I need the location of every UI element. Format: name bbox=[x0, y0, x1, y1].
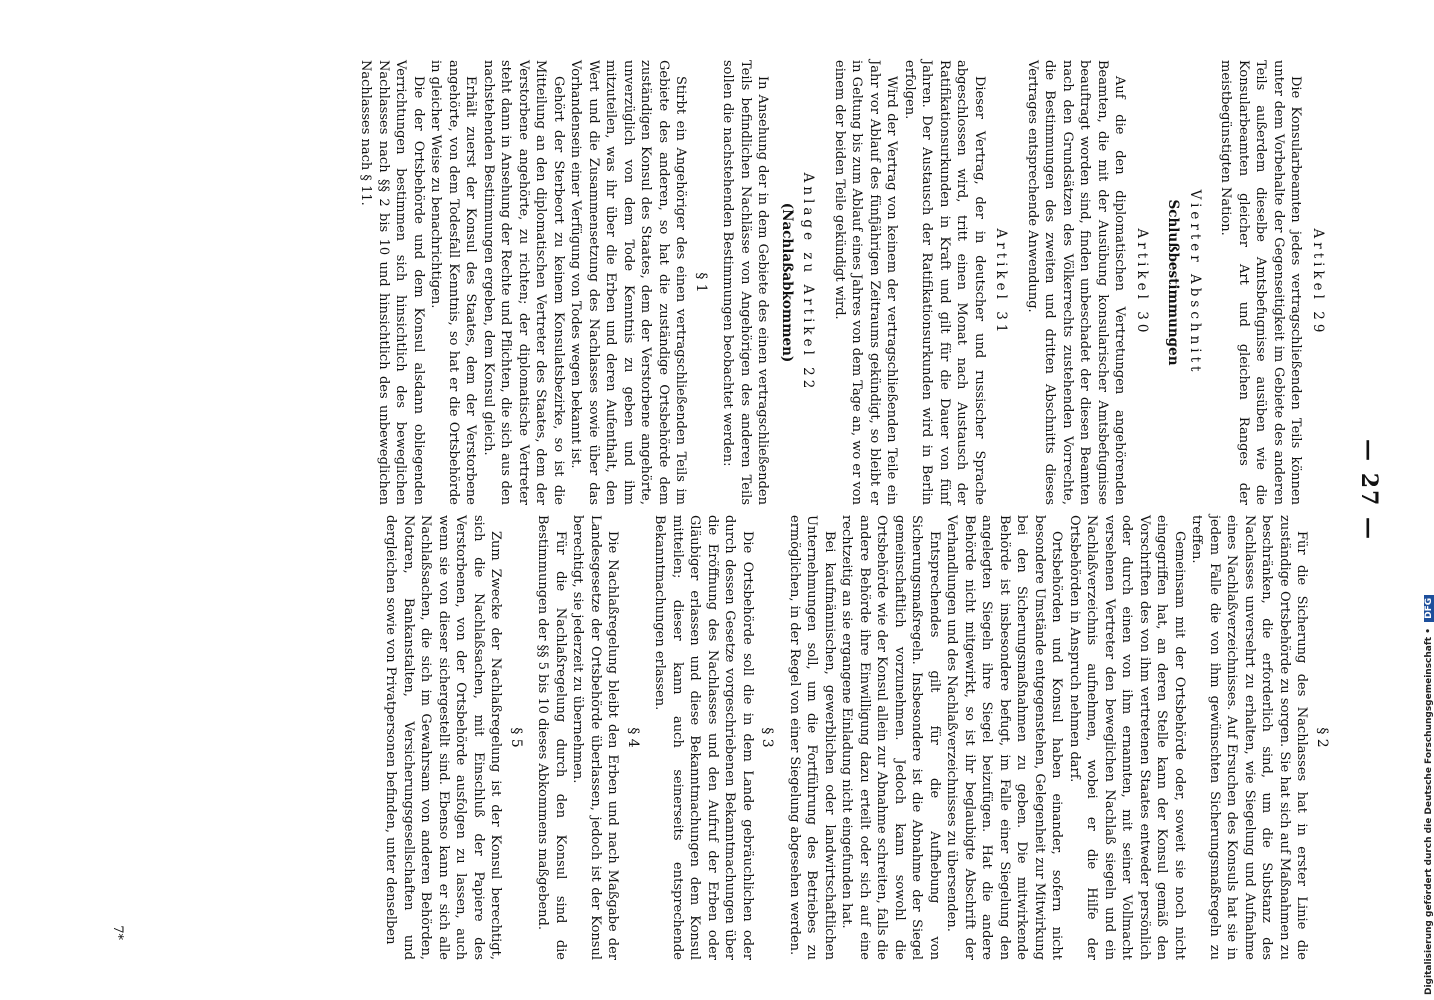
page-number: — 27 — bbox=[1356, 439, 1382, 541]
dfg-logo: DFG bbox=[1424, 595, 1434, 622]
subheading: Schlußbestimmungen bbox=[1165, 199, 1182, 366]
paragraph: Bei kaufmännischen, gewerblichen oder landwirtschaftlichen Unternehmungen soll, um die Fortführung des Betriebes zu ermöglichen, in der Regel von einer Siegelung abgesehen werden. bbox=[787, 515, 837, 960]
paragraph: Die Nachlaßregelung bleibt den Erben und nach Maßgabe der Landesgesetze der Ortsbehörde überlassen, jedoch ist der Konsul berechtigt, sie jederzeit zu übernehmen. bbox=[570, 515, 621, 960]
paragraph: Die Konsularbeamten jedes vertragschließenden Teils können unter dem Vorbehalte der Gegenseitigkeit im Gebiete des anderen Teils außerdem dieselbe Amtsbefugnisse ausüben wie die Konsularbeamten gleicher Art und gleichen Ranges der meistbegünstigten Nation. bbox=[1218, 60, 1304, 505]
credit-text: Digitalisierung gefördert durch die Deutsche Forschungsgemeinschaft • bbox=[1424, 628, 1434, 995]
section-mark: § 4 bbox=[625, 727, 641, 748]
page-mark: 7* bbox=[110, 925, 125, 940]
paragraph: Auf die den diplomatischen Vertretungen angehörenden Beamten, die mit der Ausübung konsularischer Amtsbefugnisse beauftragt worden sind, finden unbeschadet der diesen Beamten nach den Grundsätzen des Völkerrechts zustehenden Vorrechte, die Bestimmungen des zweiten und dritten Abschnitts dieses Vertrages entsprechende Anwendung. bbox=[1025, 60, 1128, 505]
heading: Artikel 30 bbox=[1134, 228, 1150, 337]
paragraph: Die der Ortsbehörde und dem Konsul alsdann obliegenden Verrichtungen bestimmen sich hinsichtlich des beweglichen Nachlasses nach §§ 2 bis 10 und hinsichtlich des unbeweglichen Nachlasses nach § 11. bbox=[358, 60, 426, 505]
section-mark: § 3 bbox=[759, 727, 776, 748]
heading: Vierter Abschnitt bbox=[1187, 189, 1203, 376]
paragraph: In Ansehung der in dem Gebiete des einen vertragschließenden Teils befindlichen Nachlässe von Angehörigen des anderen Teils sollen die nachstehenden Bestimmungen beobachtet werden: bbox=[720, 60, 771, 505]
paragraph: Entsprechendes gilt für die Aufhebung von Sicherungsmaßregeln. Insbesondere ist die Abnahme der Siegel gemeinschaftlich vorzunehmen. Jedoch kann sowohl die Ortsbehörde wie der Konsul allein zur Abnahme schreiten, falls die andere Behörde ihre Einwilligung dazu erteilt oder sich auf eine rechtzeitig an sie ergangene Einladung nicht eingefunden hat. bbox=[839, 515, 942, 960]
heading: Anlage zu Artikel 22 bbox=[800, 172, 817, 393]
paragraph: Für die Sicherung des Nachlasses hat in erster Linie die zuständige Ortsbehörde zu sorgen. Sie hat sich auf Maßnahmen zu beschränken, die erforderlich sind, um die Substanz des Nachlasses unversehrt zu erhalten, wie Siegelung und Aufnahme eines Nachlaßverzeichnisses. Auf Ersuchen des Konsuls hat sie in jedem Falle die von ihm gewünschten Sicherungsmaßregeln zu treffen. bbox=[1189, 515, 1310, 960]
digitization-credit bbox=[1424, 595, 1434, 995]
heading: Artikel 29 bbox=[1310, 228, 1326, 337]
subheading: (Nachlaßabkommen) bbox=[779, 202, 795, 363]
section-mark: § 5 bbox=[508, 727, 524, 748]
paragraph: Zum Zwecke der Nachlaßregelung ist der Konsul berechtigt, sich die Nachlaßsachen, mit Einschluß der Papiere des Verstorbenen, von der Ortsbehörde ausfolgen zu lassen, auch wenn sie von dieser sichergestellt sind. Ebenso kann er sich alle Nachlaßsachen, die sich im Gewahrsam von anderen Behörden, Notaren, Bankanstalten, Versicherungsgesellschaften und dergleichen sowie von Privatpersonen befinden, unter denselben bbox=[383, 515, 504, 960]
section-mark: § 1 bbox=[693, 272, 709, 293]
document-page bbox=[80, 0, 1420, 980]
right-column bbox=[382, 515, 1340, 960]
paragraph: Gehört der Sterbeort zu keinem Konsulatsbezirke, so ist die Mitteilung an den diplomatischen Vertreter des Staates, dem der Verstorbene angehörte, zu richten; der diplomatische Vertreter steht dann in Ansehung der Rechte und Pflichten, die sich aus den nachstehenden Bestimmungen ergeben, dem Konsul gleich. bbox=[481, 60, 566, 505]
paragraph: Dieser Vertrag, der in deutscher und russischer Sprache abgeschlossen wird, tritt einen Monat nach Austausch der Ratifikationsurkunden in Kraft und gilt für die Dauer von fünf Jahren. Der Austausch der Ratifikationsurkunden wird in Berlin erfolgen. bbox=[902, 60, 987, 505]
paragraph: Wird der Vertrag von keinem der vertragschließenden Teile ein Jahr vor Ablauf des fünfjährigen Zeitraums gekündigt, so bleibt er in Geltung bis zum Ablauf eines Jahres von dem Tage an, wo er von einem der beiden Teile gekündigt wird. bbox=[832, 60, 900, 505]
paragraph: Die Ortsbehörde soll die in dem Lande gebräuchlichen oder durch dessen Gesetze vorgeschriebenen Bekanntmachungen über die Eröffnung des Nachlasses und den Aufruf der Erben oder Gläubiger erlassen und diese Bekanntmachungen dem Konsul mitteilen; dieser kann auch seinerseits entsprechende Bekanntmachungen erlassen. bbox=[652, 515, 755, 960]
paragraph: Stirbt ein Angehöriger des einen vertragschließenden Teils im Gebiete des anderen, so hat die zuständige Ortsbehörde dem zuständigen Konsul des Staates, dem der Verstorbene angehörte, unverzüglich von dem Tode Kenntnis zu geben und ihm mitzuteilen, was ihr über die Erben und deren Aufenthalt, den Wert und die Zusammensetzung des Nachlasses sowie über das Vorhandensein einer Verfügung von Todes wegen bekannt ist. bbox=[568, 60, 689, 505]
paragraph: Ortsbehörden und Konsul haben einander, sofern nicht besondere Umstände entgegenstehen, Gelegenheit zur Mitwirkung bei den Sicherungsmaßnahmen zu geben. Die mitwirkende Behörde ist insbesondere befugt, im Falle einer Siegelung den angelegten Siegeln ihre Siegel beizufügen. Hat die andere Behörde nicht mitgewirkt, so ist ihr beglaubigte Abschrift der Verhandlungen und des Nachlaßverzeichnisses zu übersenden. bbox=[944, 515, 1065, 960]
section-mark: § 2 bbox=[1314, 727, 1330, 748]
paragraph: Gemeinsam mit der Ortsbehörde oder, soweit sie noch nicht eingegriffen hat, an deren Stelle kann der Konsul gemäß den Vorschriften des von ihm vertretenen Staates entweder persönlich oder durch einen von ihm ernannten, mit seiner Vollmacht versehenen Vertreter den beweglichen Nachlaß siegeln und ein Nachlaßverzeichnis aufnehmen, wobei er die Hilfe der Ortsbehörden in Anspruch nehmen darf. bbox=[1067, 515, 1187, 960]
paragraph: Für die Nachlaßregelung durch den Konsul sind die Bestimmungen der §§ 5 bis 10 dieses Abkommens maßgebend. bbox=[535, 515, 568, 960]
left-column bbox=[357, 60, 1340, 505]
paragraph: Erhält zuerst der Konsul des Staates, dem der Verstorbene angehörte, von dem Todesfall Kenntnis, so hat er die Ortsbehörde in gleicher Weise zu benachrichtigen. bbox=[428, 60, 479, 505]
heading: Artikel 31 bbox=[993, 228, 1010, 337]
